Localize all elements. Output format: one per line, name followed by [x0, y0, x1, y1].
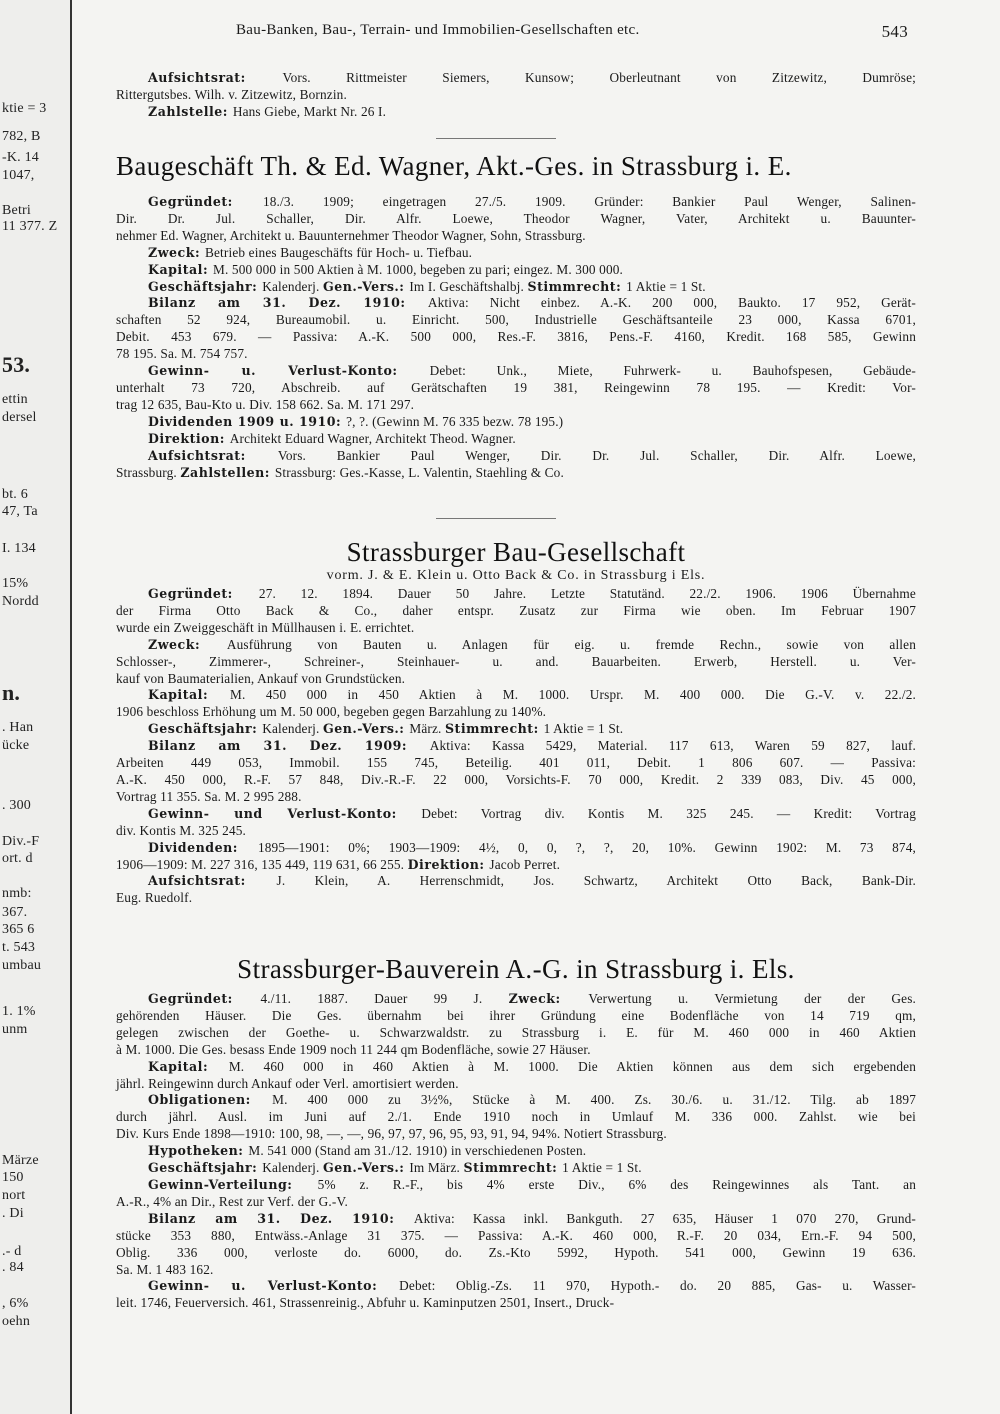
field-text: Kalenderj.: [262, 721, 323, 737]
field-text: 4./11. 1887. Dauer 99 J.: [260, 991, 509, 1006]
margin-fragment: nort: [2, 1188, 26, 1203]
text-line: [116, 721, 916, 738]
text-line: [116, 70, 916, 87]
field-keyword: Bilanz am 31. Dez. 1909:: [148, 738, 430, 754]
entry-body: [116, 586, 916, 907]
field-keyword: Obligationen:: [148, 1092, 273, 1108]
field-keyword: Aufsichtsrat:: [148, 70, 283, 85]
text-line: [116, 1143, 916, 1160]
margin-fragment: .- d: [2, 1244, 22, 1259]
text-line: [116, 1042, 916, 1059]
field-text: schaften 52 924, Bureaumobil. u. Einricht. 500, Industrielle Geschäftsanteile 23 000, Kassa 6701,: [116, 312, 916, 328]
margin-fragment: nmb:: [2, 886, 32, 901]
field-text: Jacob Perret.: [489, 856, 561, 872]
margin-fragment: bt. 6: [2, 487, 28, 502]
margin-fragment: ücke: [2, 738, 30, 753]
field-text: 18./3. 1909; eingetragen 27./5. 1909. Gründer: Bankier Paul Wenger, Salinen-: [262, 194, 916, 209]
separator-rule: [436, 518, 556, 519]
field-text: Kalenderj.: [262, 1160, 323, 1176]
field-text: Dir. Dr. Jul. Schaller, Dir. Alfr. Loewe, Theodor Wagner, Vater, Architekt u. Bauunter-: [116, 210, 916, 226]
company-entry-strassburger-bau-gesellschaft: [116, 536, 916, 907]
field-text: M. 541 000 (Stand am 31./12. 1910) in verschiedenen Posten.: [248, 1143, 587, 1159]
field-keyword: Gen.-Vers.:: [322, 278, 410, 294]
margin-fragment: unm: [2, 1022, 28, 1037]
text-line: [116, 262, 916, 279]
field-text: Arbeiten 449 053, Immobil. 155 745, Beteilig. 401 011, Debit. 1 806 607. — Passiva:: [116, 755, 916, 771]
margin-fragment: , 6%: [2, 1296, 29, 1311]
margin-fragment: Div.-F: [2, 834, 40, 849]
field-keyword: Kapital:: [148, 1058, 229, 1074]
field-keyword: Stimmrecht:: [463, 1160, 563, 1176]
field-keyword: Geschäftsjahr:: [148, 1160, 263, 1176]
margin-fragment: 53.: [2, 352, 31, 377]
margin-fragment: umbau: [2, 958, 42, 973]
field-text: Vors. Rittmeister Siemers, Kunsow; Oberleutnant von Zitzewitz, Dumröse;: [282, 70, 916, 85]
company-entry-strassburger-bauverein: [116, 953, 916, 1312]
text-line: [116, 1025, 916, 1042]
field-text: Hans Giebe, Markt Nr. 26 I.: [232, 103, 387, 119]
field-text: durch jährl. Ausl. im Juni auf 2./1. Ende 1910 noch in Umlauf M. 336 000. Zahlst. wie bei: [116, 1109, 916, 1125]
text-line: [116, 1228, 916, 1245]
text-line: [116, 755, 916, 772]
field-keyword: Gewinn- und Verlust-Konto:: [148, 805, 422, 821]
text-line: [116, 295, 916, 312]
field-text: Rittergutsbes. Wilh. v. Zitzewitz, Bornzin.: [116, 86, 347, 102]
text-line: [116, 228, 916, 245]
running-header-title: Bau-Banken, Bau-, Terrain- und Immobilien-Gesellschaften etc.: [236, 22, 640, 38]
field-text: leit. 1746, Feuerversich. 461, Strassenreinig., Abfuhr u. Kaminputzen 2501, Insert., Druck-: [116, 1295, 615, 1311]
text-line: [116, 194, 916, 211]
text-line: [116, 431, 916, 448]
margin-fragment: n.: [2, 680, 21, 705]
text-line: [116, 687, 916, 704]
text-line: [116, 346, 916, 363]
field-keyword: Gewinn- u. Verlust-Konto:: [148, 1278, 400, 1294]
field-text: 1 Aktie = 1 St.: [626, 278, 706, 294]
text-line: [116, 806, 916, 823]
field-text: Aktiva: Kassa inkl. Bankguth. 27 635, Häuser 1 070 270, Grund-: [413, 1210, 916, 1226]
field-keyword: Kapital:: [148, 261, 213, 277]
field-text: Debit. 453 679. — Passiva: A.-K. 500 000, Res.-F. 3816, Pens.-F. 4160, Kredit. 168 585, Gewinn: [116, 329, 916, 345]
field-keyword: Dividenden 1909 u. 1910:: [148, 413, 347, 429]
field-keyword: Aufsichtsrat:: [148, 873, 277, 889]
text-line: [116, 1262, 916, 1279]
company-subtitle: vorm. J. & E. Klein u. Otto Back & Co. in Strassburg i Els.: [326, 568, 706, 583]
field-text: gelegen zwischen der Goethe- u. Schwarzwaldstr. zu Strassburg i. E. für M. 460 000 in 460 Aktien: [116, 1024, 916, 1040]
margin-fragment: 365 6: [2, 922, 35, 937]
field-text: 78 195. Sa. M. 754 757.: [116, 346, 248, 362]
margin-fragment: Betri: [2, 203, 31, 218]
margin-fragment: t. 543: [2, 940, 36, 955]
text-line: [116, 873, 916, 890]
field-text: Kalenderj.: [262, 278, 323, 294]
field-text: à M. 1000. Die Ges. besass Ende 1909 noch 11 244 qm Bodenfläche, sowie 27 Häuser.: [116, 1041, 591, 1057]
field-text: 1906 beschloss Erhöhung um M. 50 000, begeben gegen Barzahlung zu 140%.: [116, 704, 547, 720]
margin-fragment: dersel: [2, 410, 37, 425]
field-text: ?, ?. (Gewinn M. 76 335 bezw. 78 195.): [346, 413, 564, 429]
margin-fragment: 1047,: [2, 168, 35, 183]
text-line: [116, 1126, 916, 1143]
field-text: Betrieb eines Baugeschäfts für Hoch- u. Tiefbau.: [204, 244, 473, 260]
field-text: Debet: Vortrag div. Kontis M. 325 245. — Kredit: Vortrag: [421, 805, 916, 821]
margin-fragment: oehn: [2, 1314, 31, 1329]
field-keyword: Direktion:: [407, 856, 490, 872]
field-text: gehörenden Häuser. Die Ges. übernahm bei ihrer Gründung eine Bodenfläche von 14 719 qm,: [116, 1007, 916, 1023]
text-line: [116, 1076, 916, 1093]
field-text: 1895—1901: 0%; 1903—1909: 4½, 0, 0, ?, ?, 20, 10%. Gewinn 1902: M. 73 874,: [257, 839, 916, 855]
field-keyword: Gegründet:: [148, 586, 259, 601]
field-text: jährl. Reingewinn durch Ankauf oder Verl. amortisiert werden.: [116, 1075, 459, 1091]
field-text: M. 460 000 in 460 Aktien à M. 1000. Die Aktien können aus dem sich ergebenden: [228, 1058, 916, 1074]
margin-fragment: 367.: [2, 905, 28, 920]
text-line: [116, 211, 916, 228]
text-line: [116, 704, 916, 721]
text-line: [116, 772, 916, 789]
text-line: [116, 1245, 916, 1262]
text-line: [116, 380, 916, 397]
field-text: 1906—1909: M. 227 316, 135 449, 119 631, 66 255.: [116, 856, 408, 872]
field-keyword: Aufsichtsrat:: [148, 447, 278, 463]
field-text: Vors. Bankier Paul Wenger, Dir. Dr. Jul. Schaller, Dir. Alfr. Loewe,: [277, 447, 916, 463]
margin-fragment: Nordd: [2, 594, 39, 609]
field-text: der Firma Otto Back & Co., daher entspr. Zusatz zur Firma wie oben. Im Februar 1907: [116, 602, 916, 618]
margin-fragment: 1. 1%: [2, 1004, 36, 1019]
margin-fragment: 11 377. Z: [2, 219, 58, 234]
margin-fragment: . 84: [2, 1260, 24, 1275]
field-keyword: Geschäftsjahr:: [148, 721, 263, 737]
field-text: M. 400 000 zu 3½%, Stücke à M. 400. Zs. 30./6. u. 31./12. Tilg. ab 1897: [272, 1092, 916, 1108]
field-text: Im I. Geschäftshalbj.: [409, 278, 528, 294]
field-keyword: Kapital:: [148, 687, 230, 703]
page-number: 543: [881, 22, 908, 41]
field-text: A.-K. 450 000, R.-F. 57 848, Div.-R.-F. 22 000, Vorsichts-F. 70 000, Kredit. 2 339 083, Div. 45 000,: [116, 771, 916, 787]
separator-rule: [436, 138, 556, 139]
text-line: [116, 1109, 916, 1126]
text-line: [116, 890, 916, 907]
text-line: [116, 1092, 916, 1109]
text-line: [116, 603, 916, 620]
field-text: kauf von Baumaterialien, Ankauf von Grundstücken.: [116, 670, 406, 686]
text-line: [116, 654, 916, 671]
text-line: [116, 671, 916, 688]
field-text: März.: [409, 721, 445, 737]
field-keyword: Gewinn- u. Verlust-Konto:: [148, 363, 430, 379]
field-keyword: Zweck:: [508, 991, 589, 1006]
field-keyword: Zahlstellen:: [180, 464, 275, 480]
field-text: div. Kontis M. 325 245.: [116, 822, 247, 838]
text-line: [116, 279, 916, 296]
adjacent-page-margin: [0, 0, 72, 1414]
field-text: J. Klein, A. Herrenschmidt, Jos. Schwartz, Architekt Otto Back, Bank-Dir.: [276, 873, 916, 889]
text-line: [116, 789, 916, 806]
field-text: Schlosser-, Zimmerer-, Schreiner-, Steinhauer- u. and. Bauarbeiten. Erwerb, Herstell. u. Ver-: [116, 653, 916, 669]
field-text: 1 Aktie = 1 St.: [543, 721, 624, 737]
company-name: Strassburger Bau-Gesellschaft: [346, 537, 686, 567]
field-text: Im März.: [409, 1160, 464, 1176]
margin-fragment: 47, Ta: [2, 504, 38, 519]
field-text: Strassburg.: [116, 464, 181, 480]
text-line: [116, 1211, 916, 1228]
margin-fragment: . Di: [2, 1206, 24, 1221]
field-keyword: Stimmrecht:: [444, 721, 544, 737]
field-text: 5% z. R.-F., bis 4% erste Div., 6% des Reingewinnes als Tant. an: [317, 1176, 917, 1192]
company-name: Strassburger-Bauverein A.-G. in Strassburg i. Els.: [237, 954, 795, 984]
text-line: [116, 991, 916, 1008]
text-line: [116, 414, 916, 431]
field-text: Strassburg: Ges.-Kasse, L. Valentin, Staehling & Co.: [274, 464, 564, 480]
text-line: [116, 397, 916, 414]
text-line: [116, 840, 916, 857]
text-line: [116, 329, 916, 346]
text-line: [116, 1295, 916, 1312]
field-text: Aktiva: Nicht einbez. A.-K. 200 000, Baukto. 17 952, Gerät-: [427, 295, 917, 311]
field-text: stücke 353 880, Entwäss.-Anlage 31 375. — Passiva: A.-K. 460 000, R.-F. 20 034, Ern.-F. 94 500,: [116, 1227, 916, 1243]
margin-fragment: ort. d: [2, 851, 33, 866]
field-text: 1 Aktie = 1 St.: [562, 1160, 642, 1176]
text-line: [116, 363, 916, 380]
top-entry-continuation: [116, 70, 916, 121]
field-keyword: Gewinn-Verteilung:: [148, 1176, 318, 1192]
field-keyword: Dividenden:: [148, 839, 258, 855]
field-keyword: Geschäftsjahr:: [148, 278, 263, 294]
field-text: Div. Kurs Ende 1898—1910: 100, 98, —, —, 96, 97, 97, 96, 95, 93, 91, 94, 94%. Notiert Strassburg.: [116, 1126, 667, 1142]
text-line: [116, 637, 916, 654]
text-line: [116, 620, 916, 637]
entry-body: [116, 194, 916, 481]
field-text: Debet: Oblig.-Zs. 11 970, Hypoth.- do. 20 885, Gas- u. Wasser-: [399, 1278, 916, 1294]
text-line: [116, 312, 916, 329]
text-line: [116, 1059, 916, 1076]
text-line: [116, 87, 916, 104]
company-entry-wagner: [116, 150, 916, 481]
field-text: Debet: Unk., Miete, Fuhrwerk- u. Bauhofspesen, Gebäude-: [429, 363, 916, 379]
text-line: [116, 823, 916, 840]
text-line: [116, 1278, 916, 1295]
text-line: [116, 465, 916, 482]
field-text: Eug. Ruedolf.: [116, 890, 193, 906]
field-keyword: Stimmrecht:: [527, 278, 627, 294]
margin-fragment: 150: [2, 1170, 24, 1185]
field-keyword: Hypotheken:: [148, 1143, 249, 1159]
field-text: wurde ein Zweiggeschäft in Müllhausen i. E. errichtet.: [116, 619, 415, 635]
margin-fragment: Märze: [2, 1153, 39, 1168]
text-line: [116, 448, 916, 465]
field-keyword: Gegründet:: [148, 991, 261, 1006]
text-line: [116, 857, 916, 874]
field-keyword: Gen.-Vers.:: [322, 1160, 410, 1176]
text-line: [116, 245, 916, 262]
field-keyword: Bilanz am 31. Dez. 1910:: [148, 295, 428, 311]
margin-fragment: . Han: [2, 720, 34, 735]
field-keyword: Bilanz am 31. Dez. 1910:: [148, 1210, 414, 1226]
field-text: nehmer Ed. Wagner, Architekt u. Bauunternehmer Theodor Wagner, Sohn, Strassburg.: [116, 227, 586, 243]
field-text: Verwertung u. Vermietung der der Ges.: [588, 991, 916, 1006]
margin-fragment: 782, B: [2, 129, 41, 144]
field-keyword: Direktion:: [148, 430, 230, 446]
field-text: Aktiva: Kassa 5429, Material. 117 613, Waren 59 827, lauf.: [429, 738, 916, 754]
field-text: Vortrag 11 355. Sa. M. 2 995 288.: [116, 788, 302, 804]
margin-fragment: -K. 14: [2, 150, 39, 165]
field-keyword: Zahlstelle:: [148, 103, 233, 119]
field-text: 27. 12. 1894. Dauer 50 Jahre. Letzte Statutänd. 22./2. 1906. 1906 Übernahme: [258, 586, 916, 601]
field-keyword: Gegründet:: [148, 194, 263, 209]
company-name: Baugeschäft Th. & Ed. Wagner, Akt.-Ges. in Strassburg i. E.: [116, 151, 792, 181]
field-text: unterhalt 73 720, Abschreib. auf Gerätschaften 19 381, Reingewinn 78 195. — Kredit: Vor-: [116, 379, 916, 395]
field-text: A.-R., 4% an Dir., Rest zur Verf. der G.-V.: [116, 1193, 348, 1209]
margin-fragment: ktie = 3: [2, 101, 47, 116]
text-line: [116, 1160, 916, 1177]
text-line: [116, 586, 916, 603]
page: [116, 0, 916, 1414]
field-text: Sa. M. 1 483 162.: [116, 1261, 214, 1277]
margin-fragment: . 300: [2, 798, 31, 813]
field-keyword: Zweck:: [148, 244, 205, 260]
text-line: [116, 1008, 916, 1025]
field-text: trag 12 635, Bau-Kto u. Div. 158 662. Sa. M. 171 297.: [116, 396, 415, 412]
text-line: [116, 738, 916, 755]
text-line: [116, 1194, 916, 1211]
field-keyword: Gen.-Vers.:: [322, 721, 410, 737]
margin-fragment: I. 134: [2, 541, 36, 556]
field-text: Ausführung von Bauten u. Anlagen für eig. u. fremde Rechn., sowie von allen: [226, 636, 916, 652]
field-keyword: Zweck:: [148, 636, 227, 652]
field-text: Oblig. 336 000, verloste do. 6000, do. Zs.-Kto 5992, Hypoth. 541 000, Gewinn 19 636.: [116, 1244, 916, 1260]
text-line: [116, 1177, 916, 1194]
running-header: [116, 22, 916, 44]
entry-body: [116, 991, 916, 1312]
margin-fragment: 15%: [2, 576, 29, 591]
field-text: Architekt Eduard Wagner, Architekt Theod. Wagner.: [229, 430, 516, 446]
field-text: M. 500 000 in 500 Aktien à M. 1000, begeben zu pari; eingez. M. 300 000.: [213, 261, 624, 277]
text-line: [116, 104, 916, 121]
margin-fragment: ettin: [2, 392, 28, 407]
field-text: M. 450 000 in 450 Aktien à M. 1000. Urspr. M. 400 000. Die G.-V. v. 22./2.: [229, 687, 916, 703]
